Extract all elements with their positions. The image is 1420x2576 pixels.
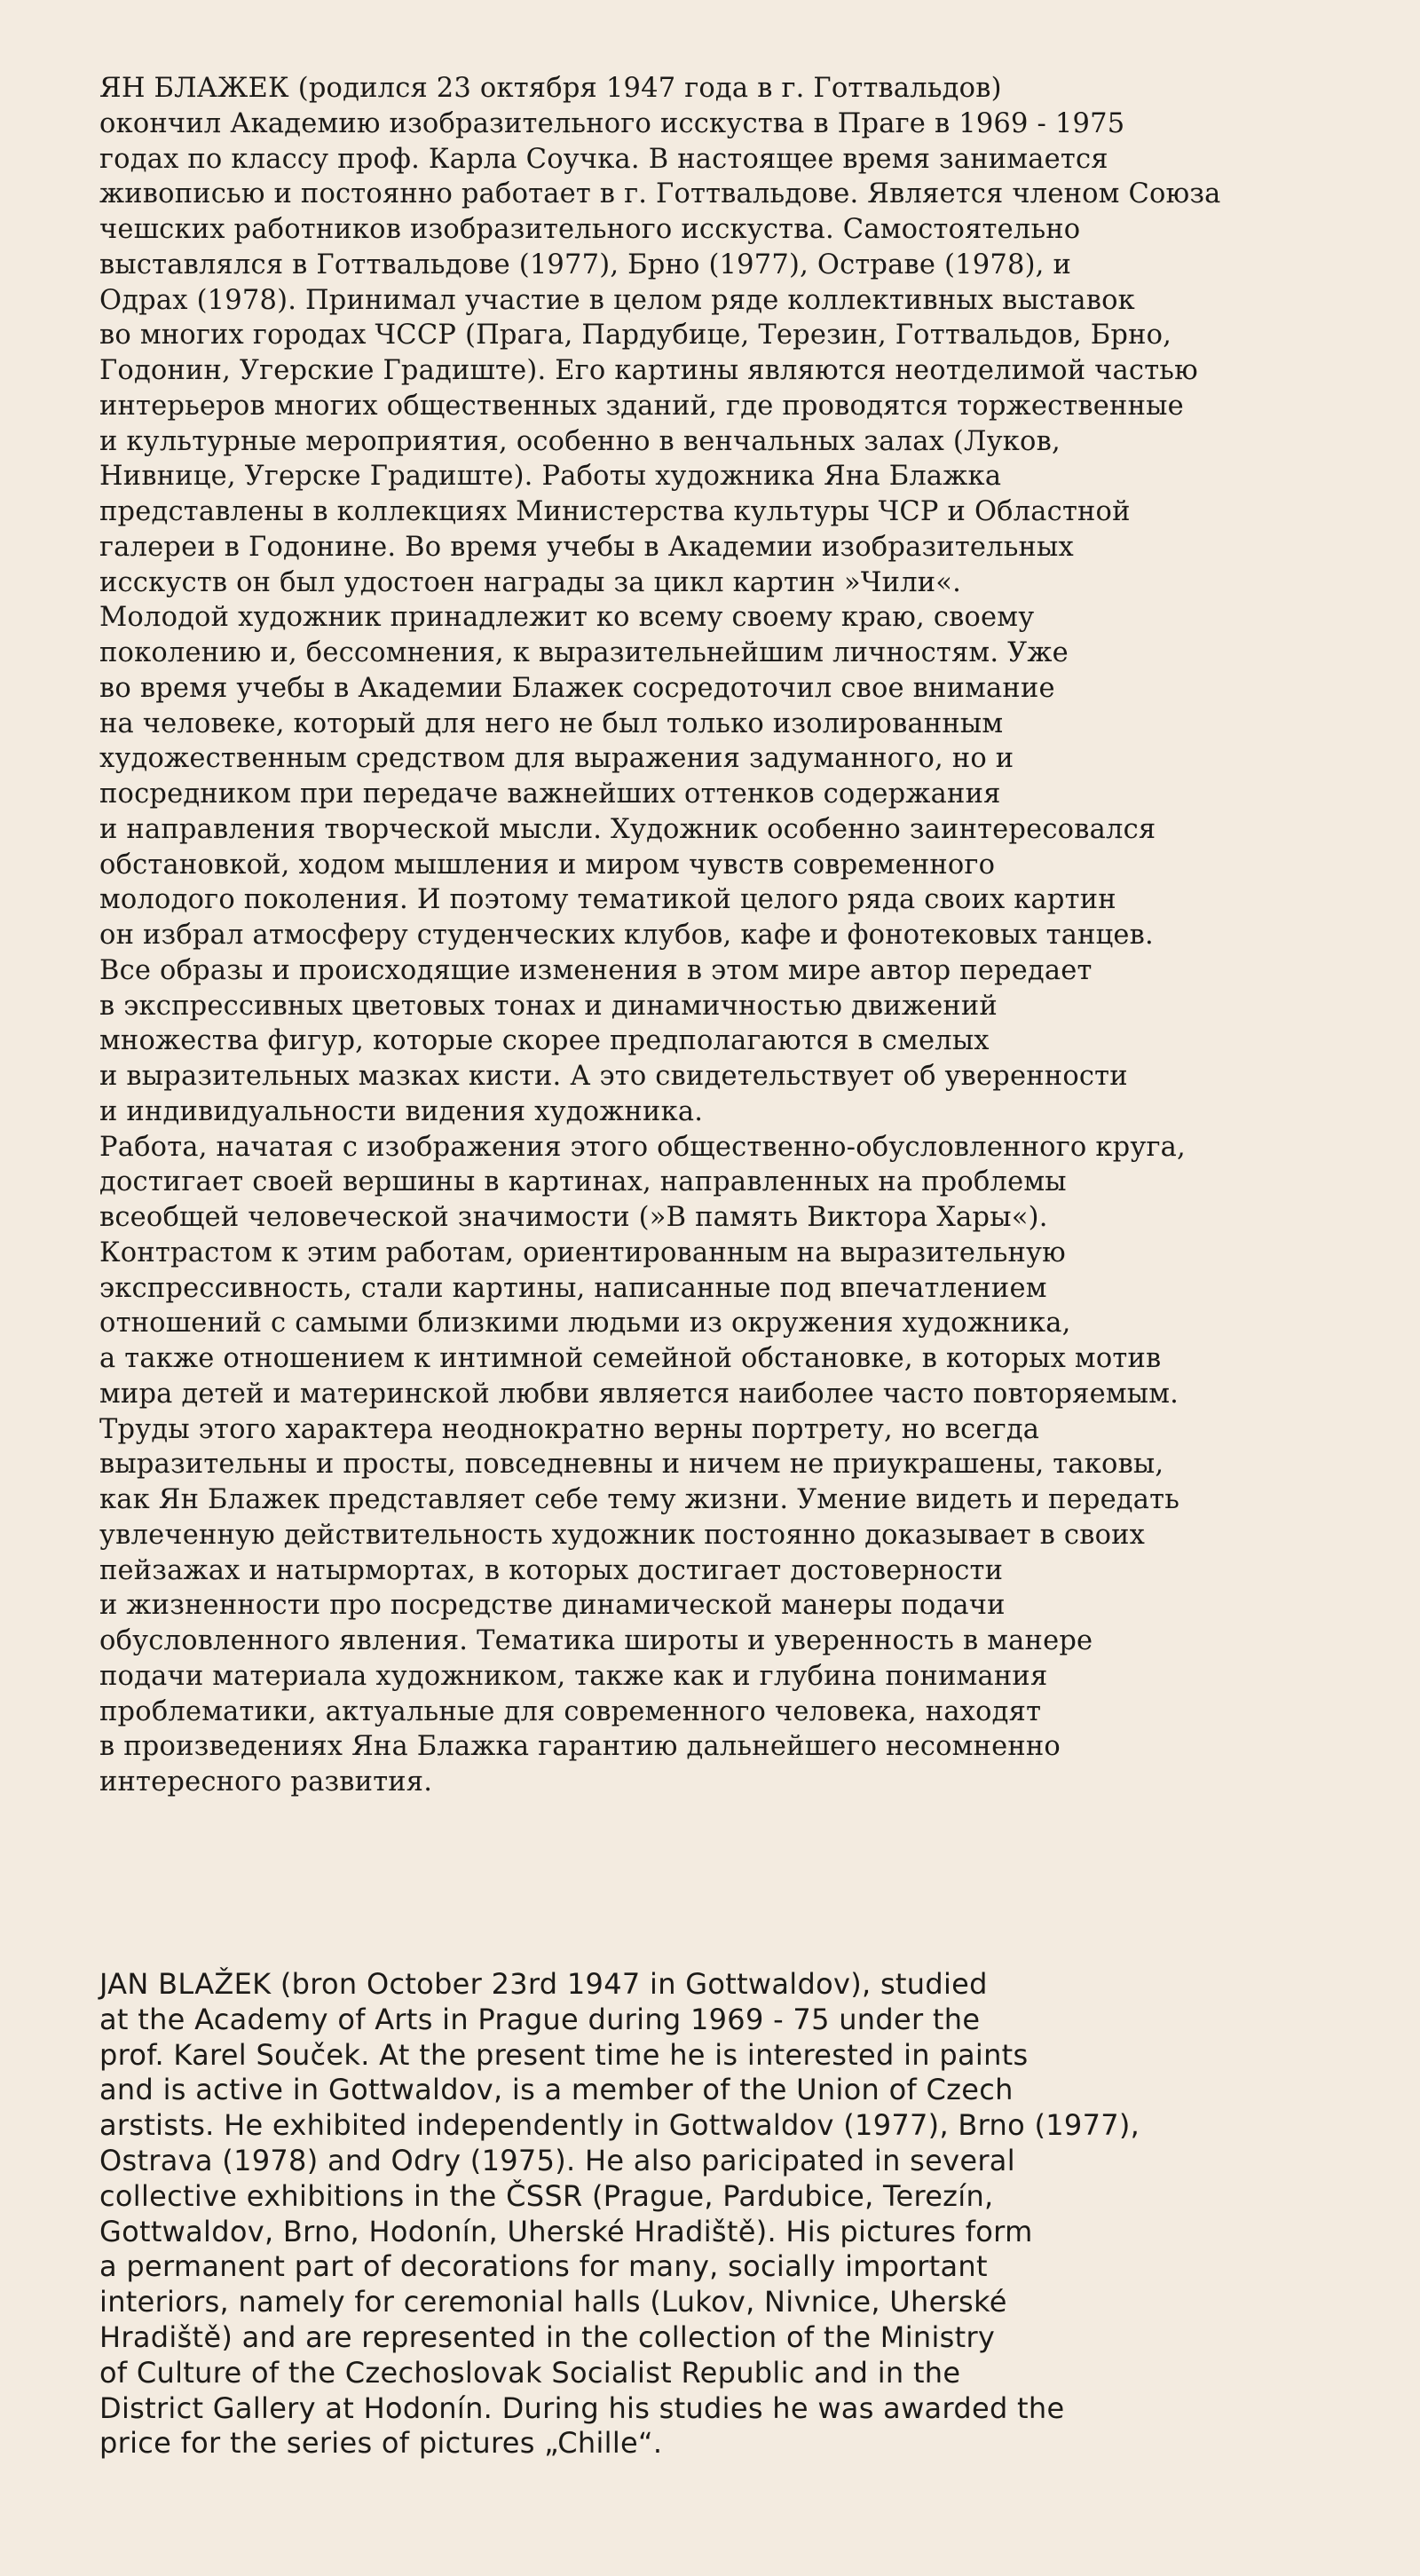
russian-text-line: пейзажах и натырмортах, в которых достигает достоверности (99, 1554, 1004, 1586)
russian-text-line: годах по классу проф. Карла Соучка. В настоящее время занимается (99, 143, 1108, 175)
russian-text-line: Труды этого характера неоднократно верны портрету, но всегда (99, 1413, 1040, 1445)
russian-text-line: Работа, начатая с изображения этого общественно-обусловленного круга, (99, 1131, 1186, 1163)
english-text-line: Hradiště) and are represented in the collection of the Ministry (99, 2319, 996, 2354)
russian-text-line: представлены в коллекциях Министерства культуры ЧСР и Областной (99, 496, 1131, 527)
russian-text-line: во многих городах ЧССР (Прага, Пардубице, Терезин, Готтвальдов, Брно, (99, 320, 1172, 352)
russian-text-line: интерьеров многих общественных зданий, где проводятся торжественные (99, 390, 1184, 422)
english-text-line: and is active in Gottwaldov, is a member of the Union of Czech (99, 2073, 1014, 2107)
russian-text-line: Все образы и происходящие изменения в этом мире автор передает (99, 954, 1093, 986)
russian-text-line: достигает своей вершины в картинах, направленных на проблемы (99, 1166, 1067, 1198)
russian-text-line: всеобщей человеческой значимости (»В память Виктора Хары«). (99, 1202, 1048, 1233)
russian-text-line: и культурные мероприятия, особенно в венчальных залах (Луков, (99, 425, 1061, 457)
russian-text-line: живописью и постоянно работает в г. Готтвальдове. Является членом Союза (99, 178, 1221, 210)
russian-text-line: исскуств он был удостоен награды за цикл картин »Чили«. (99, 566, 962, 598)
russian-text-line: и выразительных мазках кисти. А это свидетельствует об уверенности (99, 1061, 1128, 1092)
russian-text-line: Одрах (1978). Принимал участие в целом ряде коллективных выставок (99, 284, 1135, 316)
russian-text-line: на человеке, который для него не был только изолированным (99, 707, 1004, 739)
russian-text-line: множества фигур, которые скорее предполагаются в смелых (99, 1025, 990, 1057)
russian-text-line: и индивидуальности видения художника. (99, 1095, 704, 1127)
russian-text-line: и жизненности про посредстве динамической манеры подачи (99, 1590, 1006, 1622)
russian-text-line: а также отношением к интимной семейной обстановке, в которых мотив (99, 1343, 1162, 1374)
russian-text-line: интересного развития. (99, 1766, 433, 1798)
english-text-line: District Gallery at Hodonín. During his studies he was awarded the (99, 2390, 1065, 2425)
russian-text-line: художественным средством для выражения задуманного, но и (99, 743, 1014, 775)
english-text-line: interiors, namely for ceremonial halls (Lukov, Nivnice, Uherské (99, 2285, 1007, 2319)
russian-text-line: как Ян Блажек представляет себе тему жизни. Умение видеть и передать (99, 1484, 1180, 1515)
russian-text-line: в произведениях Яна Блажка гарантию дальнейшего несомненно (99, 1731, 1061, 1763)
russian-text-line: Годонин, Угерские Градиште). Его картины являются неотделимой частью (99, 355, 1198, 386)
russian-text-line: в экспрессивных цветовых тонах и динамичностью движений (99, 990, 998, 1022)
english-text-line: arstists. He exhibited independently in Gottwaldov (1977), Brno (1977), (99, 2108, 1140, 2143)
russian-text-line: во время учебы в Академии Блажек сосредоточил свое внимание (99, 672, 1055, 704)
russian-text-line: подачи материала художником, также как и глубина понимания (99, 1660, 1048, 1692)
english-text-line: price for the series of pictures „Chille“. (99, 2426, 663, 2461)
russian-text-line: поколению и, бессомнения, к выразительнейшим личностям. Уже (99, 637, 1069, 668)
russian-text-line: он избрал атмосферу студенческих клубов, кафе и фонотековых танцев. (99, 920, 1154, 951)
english-text-line: of Culture of the Czechoslovak Socialist Republic and in the (99, 2355, 961, 2390)
russian-text-line: ЯН БЛАЖЕК (родился 23 октября 1947 года в г. Готтвальдов) (99, 73, 1002, 104)
russian-text-line: экспрессивность, стали картины, написанные под впечатлением (99, 1272, 1047, 1304)
english-text-line: collective exhibitions in the ČSSR (Prague, Pardubice, Terezín, (99, 2178, 994, 2213)
russian-text-line: галереи в Годонине. Во время учебы в Академии изобразительных (99, 531, 1074, 563)
english-biography-text (99, 1967, 1395, 2461)
russian-text-line: и направления творческой мысли. Художник особенно заинтересовался (99, 813, 1156, 845)
english-text-line: Gottwaldov, Brno, Hodonín, Uherské Hradiště). His pictures form (99, 2214, 1033, 2248)
russian-text-line: молодого поколения. И поэтому тематикой целого ряда своих картин (99, 884, 1116, 916)
russian-text-line: выставлялся в Готтвальдове (1977), Брно (1977), Остраве (1978), и (99, 249, 1071, 281)
english-text-line: JAN BLAŽEK (bron October 23rd 1947 in Gottwaldov), studied (99, 1967, 988, 2001)
russian-text-line: чешских работников изобразительного исскуства. Самостоятельно (99, 214, 1081, 245)
russian-text-line: Нивнице, Угерске Градиште). Работы художника Яна Блажка (99, 461, 1002, 493)
russian-text-line: посредником при передаче важнейших оттенков содержания (99, 778, 1001, 810)
english-text-line: a permanent part of decorations for many, socially important (99, 2249, 988, 2284)
russian-text-line: обусловленного явления. Тематика широты и уверенность в манере (99, 1625, 1093, 1656)
russian-text-line: отношений с самыми близкими людьми из окружения художника, (99, 1308, 1071, 1339)
russian-text-line: окончил Академию изобразительного исскуства в Праге в 1969 - 1975 (99, 107, 1125, 139)
russian-text-line: увлеченную действительность художник постоянно доказывает в своих (99, 1519, 1146, 1551)
russian-text-line: Контрастом к этим работам, ориентированным на выразительную (99, 1237, 1066, 1268)
russian-text-line: Молодой художник принадлежит ко всему своему краю, своему (99, 602, 1035, 634)
english-text-line: at the Academy of Arts in Prague during 1969 - 75 under the (99, 2002, 981, 2036)
english-text-line: Ostrava (1978) and Odry (1975). He also paricipated in several (99, 2143, 1015, 2177)
russian-text-line: мира детей и материнской любви является наиболее часто повторяемым. (99, 1378, 1179, 1410)
russian-biography-text (99, 71, 1386, 1800)
russian-text-line: проблематики, актуальные для современного человека, находят (99, 1695, 1042, 1727)
russian-text-line: выразительны и просты, повседневны и ничем не приукрашены, таковы, (99, 1449, 1164, 1481)
russian-text-line: обстановкой, ходом мышления и миром чувств современного (99, 849, 996, 881)
english-text-line: prof. Karel Souček. At the present time he is interested in paints (99, 2037, 1029, 2072)
